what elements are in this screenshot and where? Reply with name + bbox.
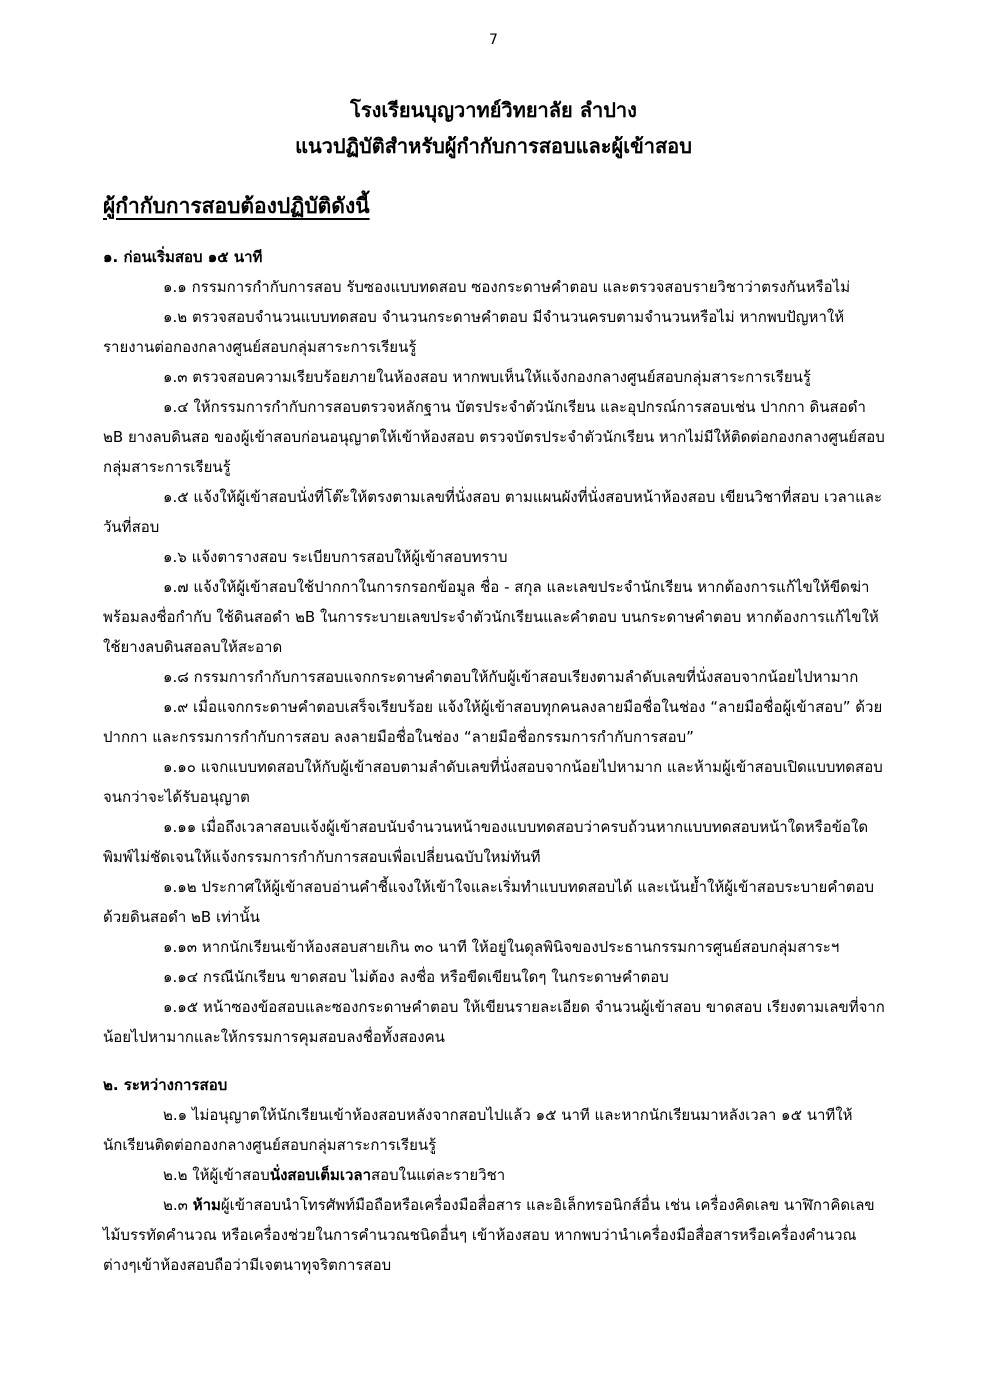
document-title: แนวปฏิบัติสำหรับผู้กำกับการสอบและผู้เข้าสอบ (295, 134, 692, 158)
list-item: ๑.๑๒ ประกาศให้ผู้เข้าสอบอ่านคำชี้แจงให้เข้าใจและเริ่มทำแบบทดสอบได้ และเน้นย้ำให้ผู้เข้าสอบระบายคำตอบด้วยดินสอดำ ๒B เท่านั้น (103, 878, 875, 926)
page-number: 7 (489, 32, 498, 48)
list-item: ๑.๕ แจ้งให้ผู้เข้าสอบนั่งที่โต๊ะให้ตรงตามเลขที่นั่งสอบ ตามแผนผังที่นั่งสอบหน้าห้องสอบ เขียนวิชาที่สอบ เวลาและวันที่สอบ (103, 488, 883, 536)
item-text: สอบในแต่ละรายวิชา (371, 1166, 506, 1184)
emphasis-text: ห้าม (192, 1196, 221, 1214)
list-item: ๑.๑๓ หากนักเรียนเข้าห้องสอบสายเกิน ๓๐ นาที ให้อยู่ในดุลพินิจของประธานกรรมการศูนย์สอบกลุ่มสาระฯ (163, 938, 840, 956)
list-item: ๑.๑๔ กรณีนักเรียน ขาดสอบ ไม่ต้อง ลงชื่อ หรือขีดเขียนใดๆ ในกระดาษคำตอบ (163, 968, 669, 986)
list-item: ๑.๑๐ แจกแบบทดสอบให้กับผู้เข้าสอบตามลำดับเลขที่นั่งสอบจากน้อยไปหามาก และห้ามผู้เข้าสอบเปิดแบบทดสอบจนกว่าจะได้รับอนุญาต (103, 758, 883, 806)
list-item: ๑.๒ ตรวจสอบจำนวนแบบทดสอบ จำนวนกระดาษคำตอบ มีจำนวนครบตามจำนวนหรือไม่ หากพบปัญหาให้รายงานต่อกองกลางศูนย์สอบกลุ่มสาระการเรียนรู้ (103, 308, 845, 356)
part1-heading: ๑. ก่อนเริ่มสอบ ๑๕ นาที (103, 248, 263, 266)
section-spacer (103, 1052, 887, 1070)
item-text: ผู้เข้าสอบนำโทรศัพท์มือถือหรือเครื่องมือสื่อสาร และอิเล็กทรอนิกส์อื่น เช่น เครื่องคิดเลข นาฬิกาคิดเลข ไม้บรรทัดคำนวณ หรือเครื่องช่วยในการคำนวณชนิดอื่นๆ เข้าห้องสอบ หากพบว่านำเครื่องมือสื่อสารหรือเครื่องคำนวณต่างๆเข้าห้องสอบถือว่ามีเจตนาทุจริตการสอบ (103, 1196, 875, 1274)
section-title: ผู้กำกับการสอบต้องปฏิบัติดังนี้ (103, 194, 370, 218)
list-item: ๑.๔ ให้กรรมการกำกับการสอบตรวจหลักฐาน บัตรประจำตัวนักเรียน และอุปกรณ์การสอบเช่น ปากกา ดินสอดำ ๒B ยางลบดินสอ ของผู้เข้าสอบก่อนอนุญาตให้เข้าห้องสอบ ตรวจบัตรประจำตัวนักเรียน หากไม่มีให้ติดต่อกองกลางศูนย์สอบกลุ่มสาระการเรียนรู้ (103, 398, 885, 476)
part2-heading: ๒. ระหว่างการสอบ (103, 1076, 228, 1094)
list-item: ๑.๗ แจ้งให้ผู้เข้าสอบใช้ปากกาในการกรอกข้อมูล ชื่อ - สกุล และเลขประจำนักเรียน หากต้องการแก้ไขให้ขีดฆ่าพร้อมลงชื่อกำกับ ใช้ดินสอดำ ๒B ในการระบายเลขประจำตัวนักเรียนและคำตอบ บนกระดาษคำตอบ หากต้องการแก้ไขให้ใช้ยางลบดินสอลบให้สะอาด (103, 578, 879, 656)
item-text: ๒.๓ (163, 1196, 193, 1214)
list-item: ๑.๑๑ เมื่อถึงเวลาสอบแจ้งผู้เข้าสอบนับจำนวนหน้าของแบบทดสอบว่าครบถ้วนหากแบบทดสอบหน้าใดหรือข้อใดพิมพ์ไม่ชัดเจนให้แจ้งกรรมการกำกับการสอบเพื่อเปลี่ยนฉบับใหม่ทันที (103, 818, 869, 866)
list-item: ๑.๓ ตรวจสอบความเรียบร้อยภายในห้องสอบ หากพบเห็นให้แจ้งกองกลางศูนย์สอบกลุ่มสาระการเรียนรู้ (163, 368, 811, 386)
list-item: ๑.๑ กรรมการกำกับการสอบ รับซองแบบทดสอบ ซองกระดาษคำตอบ และตรวจสอบรายวิชาว่าตรงกันหรือไม่ (163, 278, 851, 296)
list-item: ๒.๑ ไม่อนุญาตให้นักเรียนเข้าห้องสอบหลังจากสอบไปแล้ว ๑๕ นาที และหากนักเรียนมาหลังเวลา ๑๕ นาทีให้นักเรียนติดต่อกองกลางศูนย์สอบกลุ่มสาระการเรียนรู้ (103, 1106, 853, 1154)
emphasis-text: นั่งสอบเต็มเวลา (269, 1166, 371, 1184)
list-item: ๑.๙ เมื่อแจกกระดาษคำตอบเสร็จเรียบร้อย แจ้งให้ผู้เข้าสอบทุกคนลงลายมือชื่อในช่อง “ลายมือชื่อผู้เข้าสอบ” ด้วยปากกา และกรรมการกำกับการสอบ ลงลายมือชื่อในช่อง “ลายมือชื่อกรรมการกำกับการสอบ” (103, 698, 883, 746)
list-item (103, 1190, 887, 1280)
document-body (103, 242, 887, 1280)
list-item: ๑.๑๕ หน้าซองข้อสอบและซองกระดาษคำตอบ ให้เขียนรายละเอียด จำนวนผู้เข้าสอบ ขาดสอบ เรียงตามเลขที่จากน้อยไปหามากและให้กรรมการคุมสอบลงชื่อทั้งสองคน (103, 998, 885, 1046)
list-item: ๑.๖ แจ้งตารางสอบ ระเบียบการสอบให้ผู้เข้าสอบทราบ (163, 548, 508, 566)
document-header (0, 92, 987, 164)
list-item: ๑.๘ กรรมการกำกับการสอบแจกกระดาษคำตอบให้กับผู้เข้าสอบเรียงตามลำดับเลขที่นั่งสอบจากน้อยไปหามาก (163, 668, 859, 686)
item-text: ๒.๒ ให้ผู้เข้าสอบ (163, 1166, 270, 1184)
list-item (103, 1160, 887, 1190)
school-name: โรงเรียนบุญวาทย์วิทยาลัย ลำปาง (350, 98, 637, 122)
